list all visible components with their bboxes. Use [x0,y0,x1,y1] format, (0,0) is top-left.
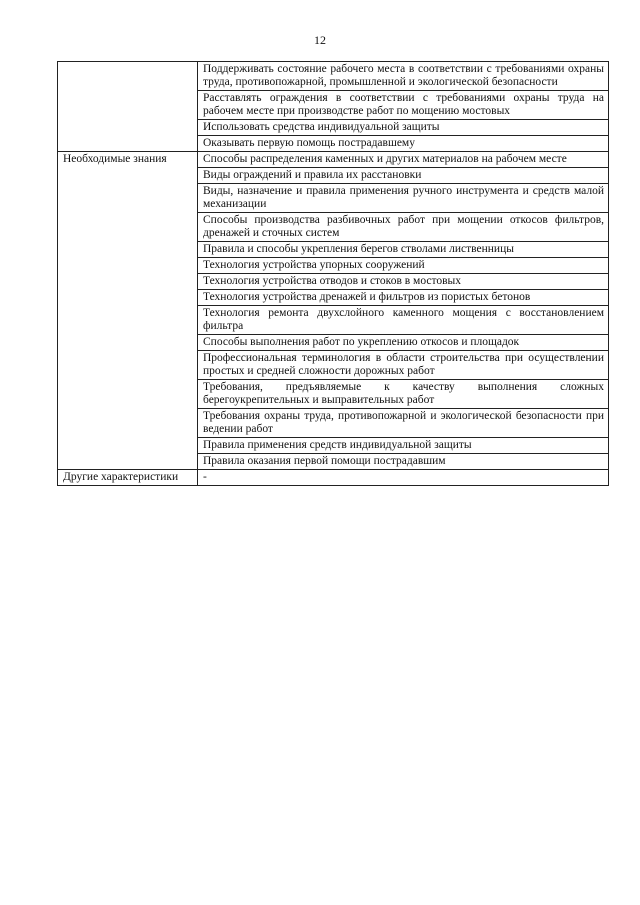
section-item: Требования охраны труда, противопожарной и экологической безопасности при ведении работ [198,409,609,438]
table-row [58,470,609,486]
section-item: Способы распределения каменных и других материалов на рабочем месте [198,152,609,168]
section-item: Оказывать первую помощь пострадавшему [198,136,609,152]
section-item: Технология устройства дренажей и фильтров из пористых бетонов [198,290,609,306]
section-item: Использовать средства индивидуальной защиты [198,120,609,136]
section-item: Правила применения средств индивидуальной защиты [198,438,609,454]
table-body [58,62,609,486]
table-row [58,152,609,168]
section-item: Технология ремонта двухслойного каменного мощения с восстановлением фильтра [198,306,609,335]
section-item: - [198,470,609,486]
section-item: Расставлять ограждения в соответствии с требованиями охраны труда на рабочем месте при производстве работ по мощению мостовых [198,91,609,120]
section-item: Виды, назначение и правила применения ручного инструмента и средств малой механизации [198,184,609,213]
section-label: Другие характеристики [58,470,198,486]
section-item: Поддерживать состояние рабочего места в соответствии с требованиями охраны труда, противопожарной, промышленной и экологической безопасности [198,62,609,91]
section-item: Технология устройства отводов и стоков в мостовых [198,274,609,290]
section-item: Виды ограждений и правила их расстановки [198,168,609,184]
section-label [58,62,198,152]
section-item: Правила и способы укрепления берегов стволами лиственницы [198,242,609,258]
page-number: 12 [314,33,326,47]
section-label: Необходимые знания [58,152,198,470]
labor-function-table [57,61,609,486]
section-item: Требования, предъявляемые к качеству выполнения сложных берегоукрепительных и выправительных работ [198,380,609,409]
table-row [58,62,609,91]
section-item: Профессиональная терминология в области строительства при осуществлении простых и средней сложности дорожных работ [198,351,609,380]
section-item: Правила оказания первой помощи пострадавшим [198,454,609,470]
section-item: Способы выполнения работ по укреплению откосов и площадок [198,335,609,351]
section-item: Технология устройства упорных сооружений [198,258,609,274]
section-item: Способы производства разбивочных работ при мощении откосов фильтров, дренажей и сточных систем [198,213,609,242]
